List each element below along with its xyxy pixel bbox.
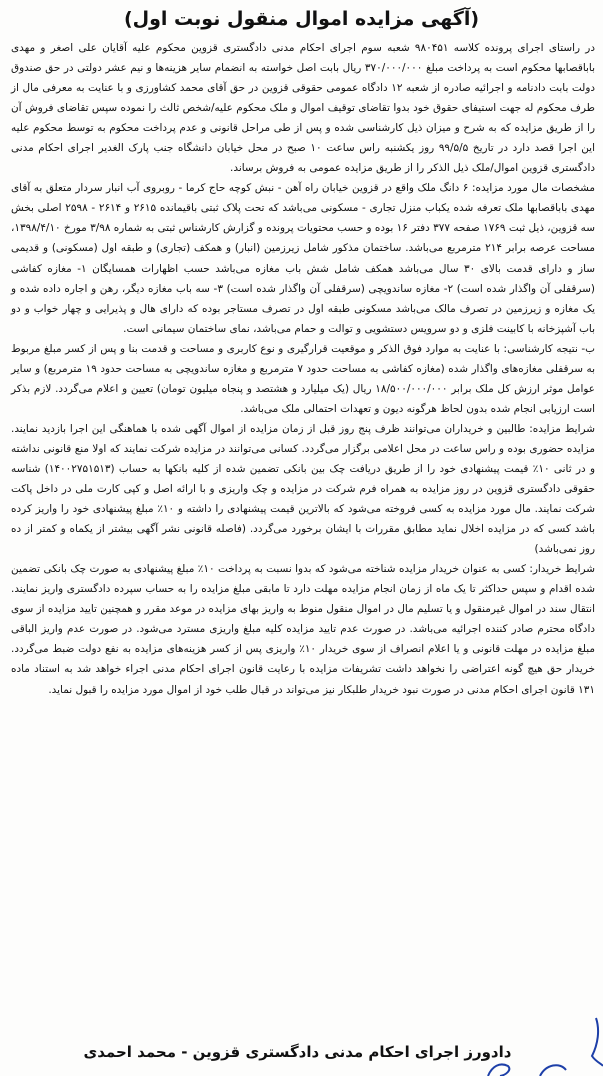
notice-title: (آگهی مزایده اموال منقول نوبت اول)	[123, 8, 480, 30]
property-description-paragraph: مشخصات مال مورد مزایده: ۶ دانگ ملک واقع در قزوین خیابان راه آهن - نبش کوچه حاج کرما - روبروی آب انبار سردار متعلق به آقای مهدی باباقصابها ملک تعرفه شده یکباب منزل تجاری - مسکونی می‌باشد که تحت پلاک ثبتی باقیمانده ۲۶۱۵ و ۲۶۱۴ - ۲۵۹۸ اصلی بخش سه قزوین، ذیل ثبت ۱۷۶۹ صفحه ۳۷۷ دفتر ۱۶ بوده و حسب محتویات پرونده و گزارش کارشناس ثبتی به شماره ۳/۹۸ مورخ ۱۳۹۸/۴/۱۰، مساحت عرصه برابر ۲۱۴ مترمربع می‌باشد. ساختمان مذکور شامل زیرزمین (انبار) و همکف (تجاری) و طبقه اول (مسکونی) و قدیمی ساز و دارای قدمت بالای ۳۰ سال می‌باشد همکف شامل شش باب مغازه می‌باشد حسب اظهارات همسایگان ۱- مغازه کفاشی (سرقفلی آن واگذار شده است) ۲- مغازه ساندویچی (سرقفلی آن واگذار شده است) ۳- سه باب مغازه دیگر، رهن و اجاره داده شده و یک مغازه و زیرزمین در تصرف مالک می‌باشد مسکونی طبقه اول در تصرف مستاجر بوده که دارای هال و پذیرایی و چهار خواب و دو باب آشپزخانه با کابینت فلزی و دو سرویس دستشویی و توالت و حمام می‌باشد، نمای ساختمان سیمانی است.	[11, 182, 595, 335]
buyer-conditions-paragraph: شرایط خریدار: کسی به عنوان خریدار مزایده شناخته می‌شود که بدوا نسبت به پرداخت ۱۰٪ مبلغ پیشنهادی به صورت چک بانکی تضمین شده اقدام و سپس حداکثر تا یک ماه از زمان انجام مزایده مهلت دارد تا مابقی مبلغ مزایده را به حساب سپرده دادگستری واریز نمایند. انتقال سند در اموال غیرمنقول و یا تسلیم مال در اموال منقول منوط به واریز بهای مزایده در موعد مقرر و همچنین تایید مزایده از سوی دادگاه محترم صادر کننده اجرائیه می‌باشد. در صورت عدم تایید مزایده کلیه مبلغ واریزی مسترد می‌شود. در صورت عدم واریز الباقی مبلغ مزایده در مهلت قانونی و یا اعلام انصراف از سوی خریدار ۱۰٪ واریزی پس از کسر هزینه‌های مزایده به نفع دولت ضبط می‌گردد. خریدار حق هیچ گونه اعتراضی را نخواهد داشت تشریفات مزایده با رعایت قانون اجرای احکام مدنی اجراء خواهد شد به استناد ماده ۱۳۱ قانون اجرای احکام مدنی در صورت نبود خریدار طلبکار نیز می‌تواند در قبال طلب خود از اموال مورد مزایده را قبول نماید.	[11, 563, 595, 696]
auction-conditions-paragraph: شرایط مزایده: طالبین و خریداران می‌توانند ظرف پنج روز قبل از زمان مزایده از اموال آگهی شده با هماهنگی این اجرا بازدید نمایند. مزایده حضوری بوده و راس ساعت در محل اعلامی برگزار می‌گردد. کسانی می‌توانند در مزایده شرکت نمایند که اولا منع قانونی نداشته و در ثانی ۱۰٪ قیمت پیشنهادی خود را از طریق دریافت چک بین بانکی تضمین شده از کلیه بانکها به حساب (۱۴۰۰۲۷۵۱۵۱۳) شناسه حقوقی دادگستری قزوین در روز مزایده به همراه فرم شرکت در مزایده و چک واریزی و با ارائه اصل و کپی کارت ملی در داخل پاکت شرکت نمایند. مال مورد مزایده به کسی فروخته می‌شود که بالاترین قیمت پیشنهادی را داشته و ۱۰٪ مبلغ پیشنهادی خود را واریز کرده باشد کسی که در مزایده اخلال نماید مطابق مقررات با ایشان برخورد می‌گردد. (فاصله قانونی نشر آگهی بیشتر از یکماه و کمتر از ده روز نمی‌باشد)	[11, 422, 596, 556]
signature-line: دادورز اجرای احکام مدنی دادگستری قزوین - محمد احمدی	[83, 1043, 512, 1061]
notice-body	[11, 38, 595, 700]
intro-paragraph: در راستای اجرای پرونده کلاسه ۹۸۰۴۵۱ شعبه سوم اجرای احکام مدنی دادگستری قزوین محکوم علیه آقایان علی اصغر و مهدی باباقصابها محکوم است به پرداخت مبلغ ۳۷۰/۰۰۰/۰۰۰ ریال بابت اصل خواسته به انضمام سایر هزینه‌ها و نیم عشر دولتی در حق صندوق دولت بابت دادنامه و اجرائیه صادره از شعبه ۱۲ دادگاه عمومی حقوقی قزوین در حق آقای محمد کشاورزی و با عنایت به معرفی مال از طرف محکوم له جهت استیفای حقوق خود بدوا تقاضای توقیف اموال و ملک محکوم علیه/شخص ثالث را نموده سپس تقاضای فروش آن را از طریق مزایده که به شرح و میزان ذیل کارشناسی شده و پس از طی مراحل قانونی و عدم پرداخت محکوم به توسط محکوم علیه این اجرا قصد دارد در تاریخ ۹۹/۵/۵ روز یکشنبه راس ساعت ۱۰ صبح در محل خیابان دانشگاه جنب پارک الغدیر اجرای احکام مدنی دادگستری قزوین اموال/ملک ذیل الذکر را از طریق مزایده عمومی به فروش برساند.	[11, 42, 596, 175]
expert-result-paragraph: ب- نتیجه کارشناسی: با عنایت به موارد فوق الذکر و موقعیت قرارگیری و نوع کاربری و مساحت و قدمت بنا و پس از کسر مبلغ مربوط به سرقفلی مغازه‌های واگذار شده (مغازه کفاشی به مساحت حدود ۷ مترمربع و مغازه ساندویچی به مساحت حدود ۱۹ مترمربع) و سایر عوامل موثر ارزش کل ملک برابر ۱۸/۵۰۰/۰۰۰/۰۰۰ ریال (یک میلیارد و هشتصد و پنجاه میلیون تومان) تعیین و اعلام می‌گردد. لازم بذکر است ارزیابی انجام شده بدون لحاظ هرگونه دیون و تعهدات احتمالی ملک می‌باشد.	[11, 342, 596, 415]
